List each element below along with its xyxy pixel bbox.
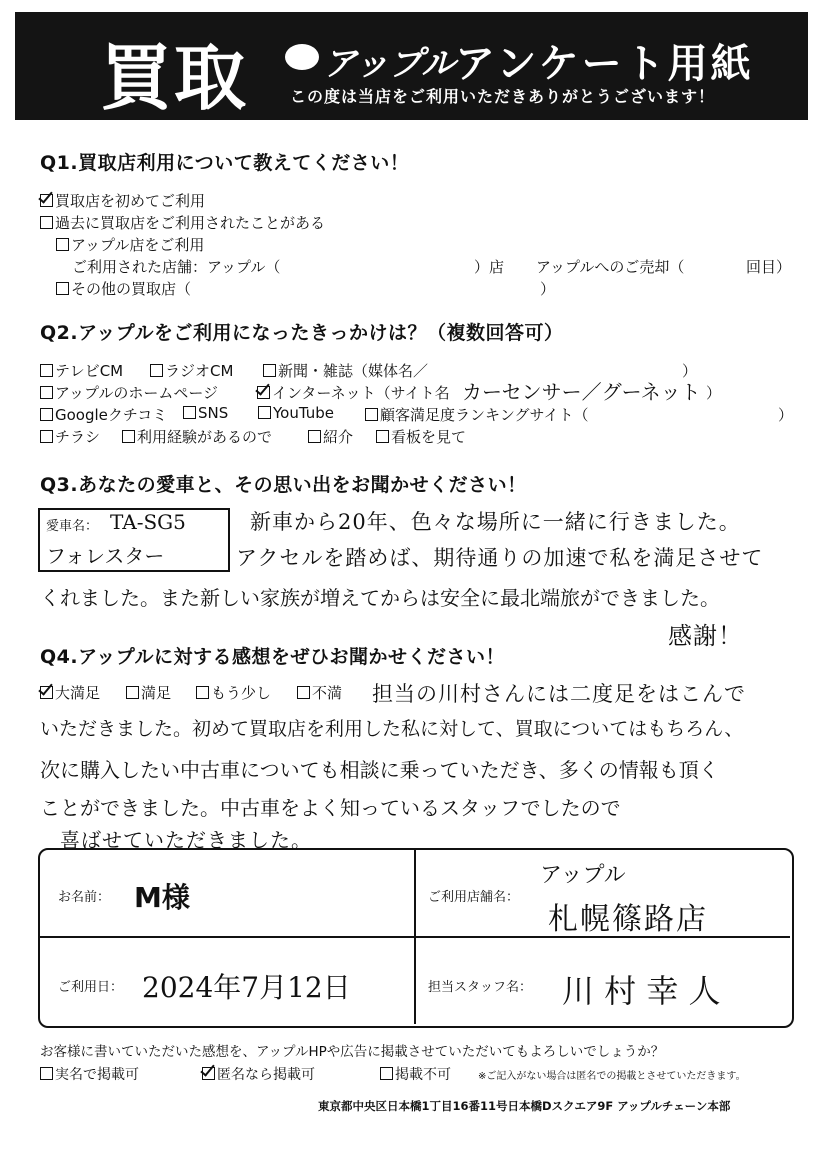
store-value-brand: アップル (540, 863, 626, 888)
q2-internet[interactable]: インターネット（サイト名 (257, 382, 450, 403)
q2-youtube[interactable]: YouTube (258, 404, 334, 422)
q4-satisfied[interactable]: 満足 (126, 682, 171, 703)
q4-answer-line3: 次に購入したい中古車についても相談に乗っていただき、多くの情報も頂く (40, 758, 719, 782)
q4-answer-line2: いただきました。初めて買取店を利用した私に対して、買取についてはもちろん、 (40, 718, 744, 740)
q2-homepage[interactable]: アップルのホームページ (40, 382, 218, 403)
kaitori-title: 買取 (100, 36, 249, 120)
q4-answer-line1: 担当の川村さんには二度足をはこんで (372, 682, 746, 706)
q2-ranking-end: ） (778, 406, 794, 424)
q1-store-line: ご利用された店舗：アップル（ (72, 258, 281, 276)
store-label: ご利用店舗名： (428, 890, 520, 905)
consent-note: ※ご記入がない場合は匿名での掲載とさせていただきます。 (478, 1071, 746, 1082)
checkbox-checked-icon[interactable] (202, 1067, 215, 1080)
q2-radio[interactable]: ラジオCM (150, 360, 233, 381)
checkbox-icon[interactable] (56, 238, 69, 251)
header-subtitle: この度は当店をご利用いただきありがとうございます！ (290, 87, 716, 106)
date-value: 2024年7月12日 (142, 971, 351, 1004)
q2-internet-end: ） (706, 384, 722, 402)
q1-option-first[interactable]: 買取店を初めてご利用 (40, 190, 205, 211)
q1-count-end: 回目） (746, 258, 792, 276)
header-banner (15, 12, 808, 120)
q4-very-satisfied[interactable]: 大満足 (40, 682, 100, 703)
checkbox-checked-icon[interactable] (257, 386, 270, 399)
checkbox-icon[interactable] (263, 364, 276, 377)
checkbox-icon[interactable] (183, 406, 196, 419)
car-model: TA-SG5 (110, 510, 186, 534)
checkbox-icon[interactable] (365, 408, 378, 421)
q4-more[interactable]: もう少し (196, 682, 271, 703)
store-value-branch: 札幌篠路店 (548, 902, 708, 937)
q3-answer-line3: くれました。また新しい家族が増えてからは安全に最北端旅ができました。 (40, 586, 720, 610)
checkbox-icon[interactable] (196, 686, 209, 699)
checkbox-icon[interactable] (126, 686, 139, 699)
q2-experience[interactable]: 利用経験があるので (122, 426, 272, 447)
q1-store-end: ）店 (474, 258, 505, 276)
checkbox-checked-icon[interactable] (40, 194, 53, 207)
date-label: ご利用日： (58, 980, 124, 995)
car-name-box (38, 508, 230, 572)
q2-sns[interactable]: SNS (183, 404, 228, 422)
q1-option-past[interactable]: 過去に買取店をご利用されたことがある (40, 212, 325, 233)
q4-dissatisfied[interactable]: 不満 (297, 682, 342, 703)
q3-heading: Q3.あなたの愛車と、その思い出をお聞かせください！ (40, 474, 527, 496)
checkbox-icon[interactable] (258, 406, 271, 419)
q1-option-apple[interactable]: アップル店をご利用 (56, 234, 204, 255)
name-label: お名前： (58, 890, 111, 905)
checkbox-icon[interactable] (40, 364, 53, 377)
checkbox-icon[interactable] (122, 430, 135, 443)
q2-sign[interactable]: 看板を見て (376, 426, 466, 447)
checkbox-icon[interactable] (40, 430, 53, 443)
car-label: 愛車名： (46, 519, 99, 534)
checkbox-icon[interactable] (40, 1067, 53, 1080)
survey-title: アンケート用紙 (455, 41, 754, 87)
consent-question: お客様に書いていただいた感想を、アップルHPや広告に掲載させていただいてもよろしいでしょうか？ (40, 1044, 665, 1060)
q1-other-end: ） (540, 280, 556, 298)
q2-ranking[interactable]: 顧客満足度ランキングサイト（ (365, 404, 589, 425)
apple-logo-icon (285, 44, 319, 70)
consent-anonymous[interactable]: 匿名なら掲載可 (202, 1064, 315, 1084)
q2-news[interactable]: 新聞・雑誌（媒体名／ (263, 360, 428, 381)
checkbox-icon[interactable] (297, 686, 310, 699)
q1-count-label: アップルへのご売却（ (536, 258, 685, 276)
consent-real-name[interactable]: 実名で掲載可 (40, 1064, 139, 1084)
checkbox-icon[interactable] (40, 216, 53, 229)
q4-answer-line5: 喜ばせていただきました。 (60, 828, 312, 852)
staff-label: 担当スタッフ名： (428, 980, 533, 995)
checkbox-icon[interactable] (308, 430, 321, 443)
q1-option-other[interactable]: その他の買取店（ (56, 278, 191, 299)
q2-flyer[interactable]: チラシ (40, 426, 100, 447)
q2-internet-value: カーセンサー／グーネット (462, 380, 701, 404)
q3-answer-line1: 新車から20年、色々な場所に一緒に行きました。 (250, 510, 741, 534)
checkbox-icon[interactable] (40, 408, 53, 421)
q4-answer-line4: ことができました。中古車をよく知っているスタッフでしたので (40, 796, 621, 820)
q3-answer-line4: 感謝！ (668, 622, 743, 650)
checkbox-icon[interactable] (56, 282, 69, 295)
checkbox-icon[interactable] (376, 430, 389, 443)
consent-no[interactable]: 掲載不可 (380, 1064, 451, 1084)
car-name: フォレスター (46, 544, 165, 568)
q4-heading: Q4.アップルに対する感想をぜひお聞かせください！ (40, 646, 506, 668)
brand-name: アップル (323, 44, 456, 84)
checkbox-icon[interactable] (150, 364, 163, 377)
q2-tv[interactable]: テレビCM (40, 360, 123, 381)
q2-news-end: ） (682, 362, 698, 380)
q2-heading: Q2.アップルをご利用になったきっかけは？（複数回答可） (40, 322, 564, 344)
q2-google[interactable]: Googleクチコミ (40, 404, 167, 425)
staff-value: 川 村 幸 人 (562, 972, 721, 1010)
checkbox-icon[interactable] (380, 1067, 393, 1080)
name-value: M様 (134, 881, 190, 914)
checkbox-icon[interactable] (40, 386, 53, 399)
q2-intro[interactable]: 紹介 (308, 426, 353, 447)
company-address: 東京都中央区日本橋1丁目16番11号日本橋Dスクエア9F アップルチェーン本部 (318, 1099, 731, 1113)
q1-heading: Q1.買取店利用について教えてください！ (40, 152, 410, 174)
q3-answer-line2: アクセルを踏めば、期待通りの加速で私を満足させて (236, 546, 764, 570)
checkbox-checked-icon[interactable] (40, 686, 53, 699)
